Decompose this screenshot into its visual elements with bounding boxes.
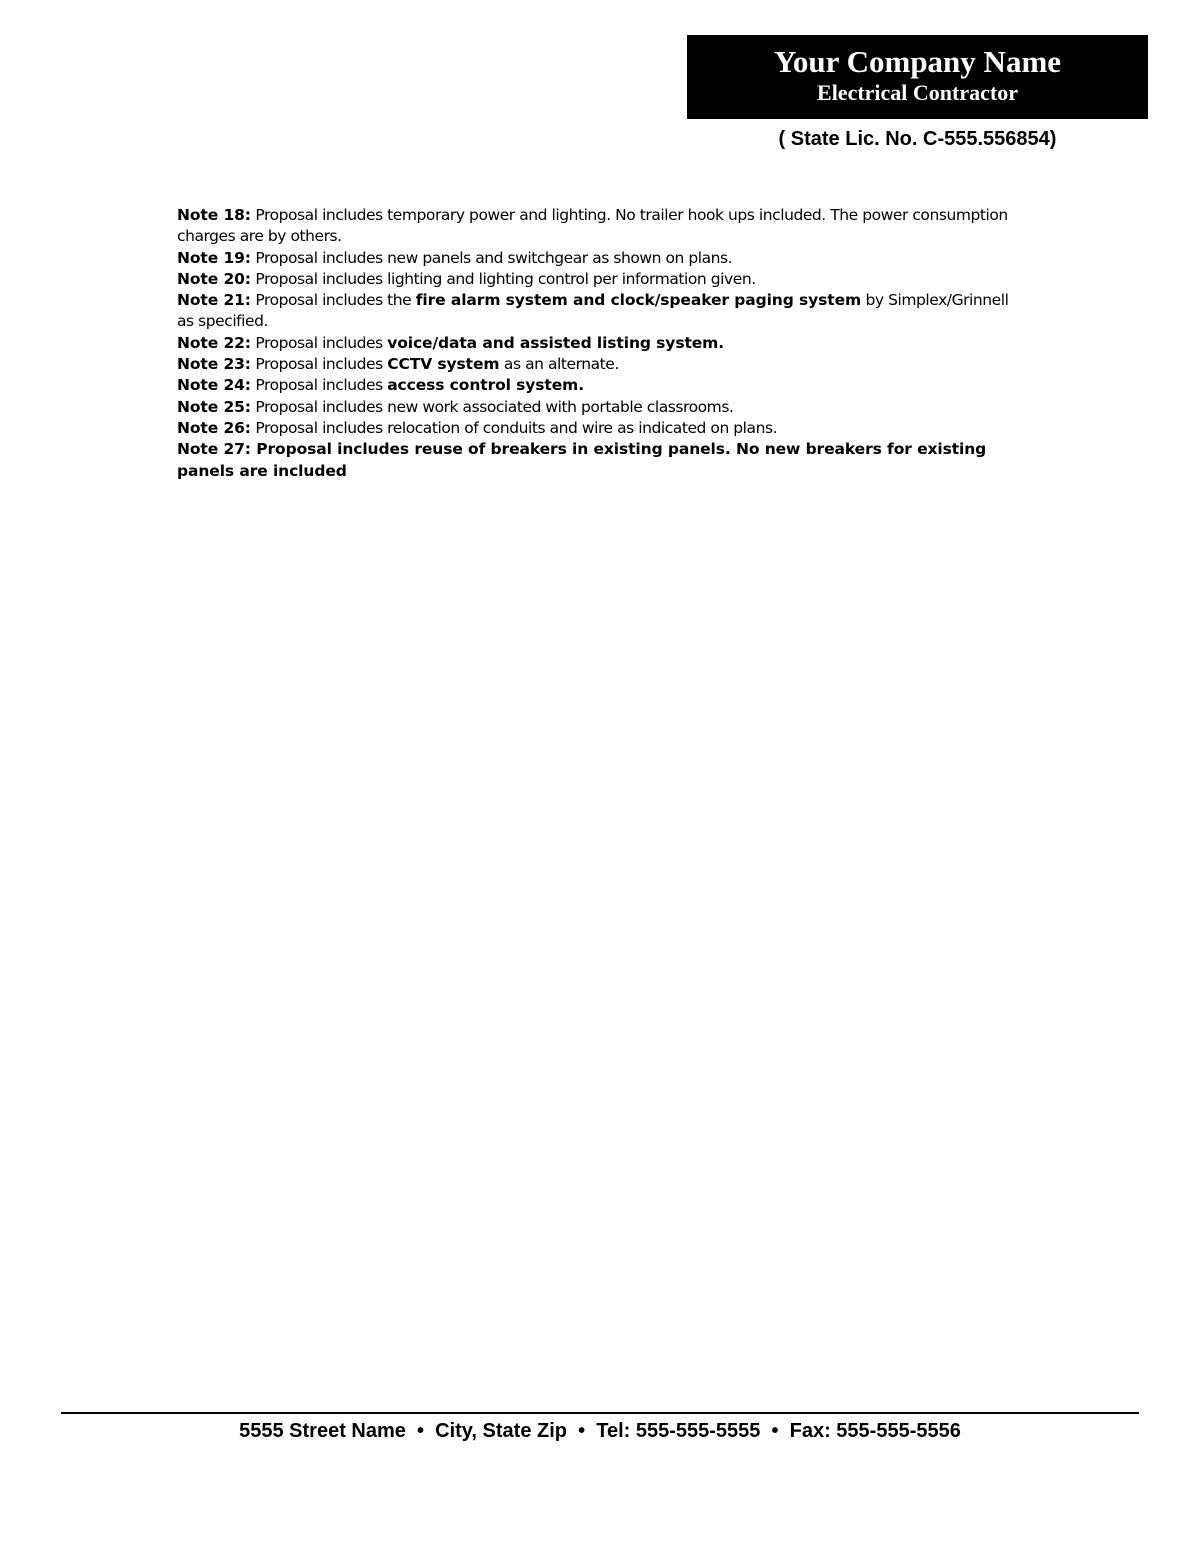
note-label: Note 19: [177,248,251,267]
license-number: ( State Lic. No. C-555.556854) [778,128,1057,150]
note-text: Proposal includes relocation of conduits and wire as indicated on plans. [250,418,778,437]
note-text: Proposal includes new work associated with portable classrooms. [250,397,734,416]
note-label: Note 21: [177,291,251,310]
company-header [687,35,1148,119]
note-item [177,290,1017,333]
note-label: Note 24: [177,376,251,395]
note-text: Proposal includes the [250,291,416,310]
footer-address: 5555 Street Name • City, State Zip • Tel: 555-555-5555 • Fax: 555-555-5556 [239,1420,961,1442]
footer-divider [61,1412,1139,1414]
note-item [177,248,1017,269]
note-text: Proposal includes [250,355,388,374]
note-label: Note 23: [177,355,251,374]
note-item [177,418,1017,439]
company-name: Your Company Name [773,44,1062,79]
note-text-bold: fire alarm system and clock/speaker paging system [415,291,862,310]
note-label: Note 27: [177,440,251,459]
note-text-bold: voice/data and assisted listing system. [387,333,725,352]
note-label: Note 22: [177,333,251,352]
note-text-bold: CCTV system [387,355,500,374]
company-subtitle: Electrical Contractor [817,80,1018,105]
note-item [177,375,1017,396]
note-item [177,397,1017,418]
note-item [177,333,1017,354]
note-item [177,205,1017,248]
note-label: Note 18: [177,206,251,224]
note-item [177,354,1017,375]
note-text: as an alternate. [499,355,619,374]
note-text-bold: access control system. [387,376,584,395]
notes-list [177,205,1017,482]
note-item [177,439,1017,482]
note-text: Proposal includes [250,376,388,395]
note-label: Note 26: [177,418,251,437]
note-text: by Simplex/Grinnell as specified. [177,291,1009,331]
note-text: Proposal includes new panels and switchgear as shown on plans. [250,248,733,267]
note-text: Proposal includes temporary power and lighting. No trailer hook ups included. The power consumption charges are by others. [177,206,1008,246]
note-text-bold: Proposal includes reuse of breakers in existing panels. No new breakers for existing panels are included [177,440,987,480]
note-text: Proposal includes lighting and lighting control per information given. [250,269,756,288]
note-item [177,269,1017,290]
note-text: Proposal includes [250,333,388,352]
note-label: Note 20: [177,269,251,288]
note-label: Note 25: [177,397,251,416]
